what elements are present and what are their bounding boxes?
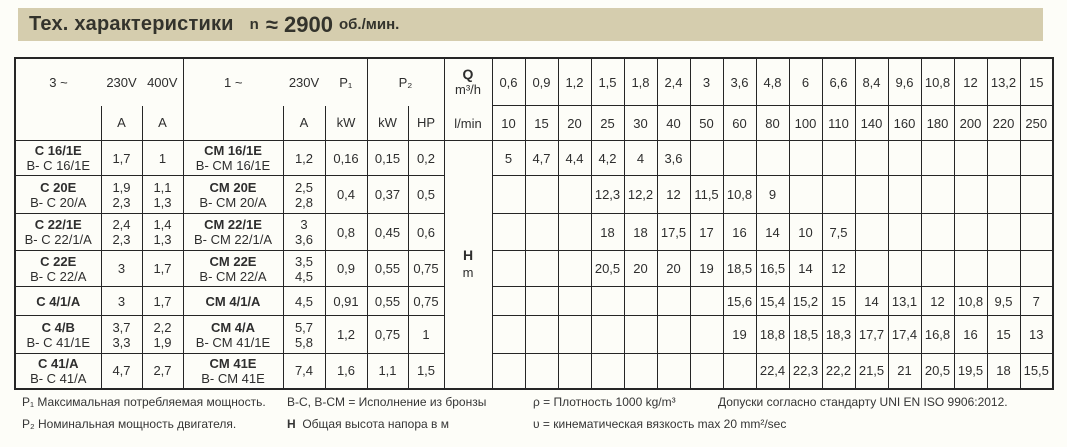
footnote-tolerance: Допуски согласно стандарту UNI EN ISO 9906:2012. <box>718 395 1008 409</box>
head-value: 12,3 <box>591 176 624 214</box>
footnote-head <box>287 413 486 435</box>
model-1ph: CM 22/1E B- CM 22/1/A <box>183 214 283 251</box>
head-value: 22,2 <box>822 354 855 389</box>
footnote-col-standard <box>718 391 1008 413</box>
head-value: 19 <box>690 251 723 287</box>
head-value: 21 <box>888 354 921 389</box>
head-value: 18,5 <box>789 316 822 354</box>
model-3ph: C 4/1/A <box>15 287 101 316</box>
head-value <box>888 251 921 287</box>
table-row <box>15 316 1053 354</box>
head-value <box>657 354 690 389</box>
model-3ph: C 22E B- C 22/A <box>15 251 101 287</box>
head-value: 9 <box>756 176 789 214</box>
header-p1-kw-unit: kW <box>325 106 367 141</box>
table-row <box>15 287 1053 316</box>
model-3ph: C 22/1E B- C 22/1/A <box>15 214 101 251</box>
head-value: 10,8 <box>723 176 756 214</box>
head-value <box>1020 251 1053 287</box>
head-value: 15 <box>987 316 1020 354</box>
head-value <box>987 214 1020 251</box>
head-value <box>657 316 690 354</box>
head-value: 15,2 <box>789 287 822 316</box>
head-value <box>525 214 558 251</box>
table-row <box>15 214 1053 251</box>
amp-230v-1ph: 4,5 <box>283 287 325 316</box>
header-flow-m3h: 1,2 <box>558 58 591 106</box>
p2-hp: 0,5 <box>408 176 444 214</box>
head-value: 18 <box>987 354 1020 389</box>
head-value: 20 <box>624 251 657 287</box>
footnote-p1: P₁ Максимальная потребляемая мощность. <box>22 395 266 409</box>
amp-230v-1ph: 2,5 2,8 <box>283 176 325 214</box>
header-flow-lmin: 60 <box>723 106 756 141</box>
head-value <box>855 176 888 214</box>
header-spacer-1ph <box>183 106 283 141</box>
header-p1: P₁ <box>325 58 367 106</box>
q-m3h-label: Q m³/h <box>455 65 481 97</box>
head-value <box>558 316 591 354</box>
header-flow-m3h: 9,6 <box>888 58 921 106</box>
footnote-bronze: B-C, B-CM = Исполнение из бронзы <box>287 395 487 409</box>
amp-230v-3ph: 3 <box>101 287 142 316</box>
amp-400v: 1 <box>142 141 183 176</box>
amp-230v-3ph: 1,7 <box>101 141 142 176</box>
head-value <box>921 176 954 214</box>
head-value <box>591 354 624 389</box>
p2-kw: 0,15 <box>367 141 408 176</box>
header-flow-m3h: 0,6 <box>492 58 525 106</box>
p2-hp: 0,75 <box>408 287 444 316</box>
head-meters-label: H m <box>444 141 492 389</box>
head-value: 4,2 <box>591 141 624 176</box>
header-flow-m3h: 4,8 <box>756 58 789 106</box>
head-value <box>987 176 1020 214</box>
head-value <box>921 214 954 251</box>
head-value <box>987 251 1020 287</box>
q-lmin-label: l/min <box>454 115 482 131</box>
footnote-p2: P₂ Номинальная мощность двигателя. <box>22 417 237 431</box>
head-value: 22,3 <box>789 354 822 389</box>
head-value: 16,5 <box>756 251 789 287</box>
head-value <box>492 176 525 214</box>
header-flow-lmin: 25 <box>591 106 624 141</box>
head-value: 4 <box>624 141 657 176</box>
page-title: Тех. характеристики <box>29 13 234 35</box>
header-flow-m3h: 3,6 <box>723 58 756 106</box>
p1-kw: 0,4 <box>325 176 367 214</box>
header-flow-m3h: 6,6 <box>822 58 855 106</box>
header-flow-m3h: 13,2 <box>987 58 1020 106</box>
head-value: 12,2 <box>624 176 657 214</box>
amp-230v-3ph: 3 <box>101 251 142 287</box>
head-value: 20 <box>657 251 690 287</box>
amp-400v: 1,1 1,3 <box>142 176 183 214</box>
head-value: 16 <box>723 214 756 251</box>
head-value <box>558 176 591 214</box>
model-1ph: CM 41E B- CM 41E <box>183 354 283 389</box>
head-value <box>954 176 987 214</box>
amp-230v-1ph: 7,4 <box>283 354 325 389</box>
header-flow-lmin: 15 <box>525 106 558 141</box>
head-value: 10 <box>789 214 822 251</box>
head-value: 4,4 <box>558 141 591 176</box>
header-flow-lmin: 160 <box>888 106 921 141</box>
model-1ph: CM 4/A B- CM 41/1E <box>183 316 283 354</box>
p2-kw: 0,75 <box>367 316 408 354</box>
header-amp-230v-1ph: A <box>283 106 325 141</box>
footnote-density: ρ = Плотность 1000 kg/m³ <box>533 395 676 409</box>
p2-hp: 0,6 <box>408 214 444 251</box>
amp-230v-3ph: 1,9 2,3 <box>101 176 142 214</box>
head-value <box>756 141 789 176</box>
header-single-phase: 1 ~ <box>224 74 243 90</box>
head-value <box>822 176 855 214</box>
header-flow-m3h: 1,5 <box>591 58 624 106</box>
amp-230v-1ph: 3,5 4,5 <box>283 251 325 287</box>
head-value: 15 <box>822 287 855 316</box>
head-value: 18,5 <box>723 251 756 287</box>
title-n-label: n <box>249 16 259 33</box>
head-value: 18,3 <box>822 316 855 354</box>
head-value: 18 <box>591 214 624 251</box>
header-flow-m3h: 3 <box>690 58 723 106</box>
amp-400v: 1,7 <box>142 251 183 287</box>
header-flow-lmin: 180 <box>921 106 954 141</box>
head-value <box>954 141 987 176</box>
head-value: 15,5 <box>1020 354 1053 389</box>
head-value <box>921 251 954 287</box>
head-value: 10,8 <box>954 287 987 316</box>
header-flow-lmin: 20 <box>558 106 591 141</box>
amp-230v-1ph: 5,7 5,8 <box>283 316 325 354</box>
header-flow-lmin: 250 <box>1020 106 1053 141</box>
head-value <box>954 251 987 287</box>
model-1ph: CM 4/1/A <box>183 287 283 316</box>
p2-kw: 0,45 <box>367 214 408 251</box>
model-1ph: CM 22E B- CM 22/A <box>183 251 283 287</box>
amp-400v: 1,7 <box>142 287 183 316</box>
footnote-head-label: H <box>287 417 296 431</box>
p1-kw: 0,8 <box>325 214 367 251</box>
head-value <box>888 176 921 214</box>
head-value <box>657 287 690 316</box>
head-value: 5 <box>492 141 525 176</box>
amp-400v: 2,7 <box>142 354 183 389</box>
p1-kw: 1,2 <box>325 316 367 354</box>
head-value <box>525 354 558 389</box>
header-p2: P₂ <box>367 58 444 106</box>
amp-230v-3ph: 2,4 2,3 <box>101 214 142 251</box>
head-value: 18,8 <box>756 316 789 354</box>
head-value <box>690 316 723 354</box>
head-value: 19,5 <box>954 354 987 389</box>
header-230v-3ph: 230V <box>106 74 137 90</box>
head-value <box>525 251 558 287</box>
model-1ph: CM 16/1E B- CM 16/1E <box>183 141 283 176</box>
header-flow-lmin: 100 <box>789 106 822 141</box>
head-value: 21,5 <box>855 354 888 389</box>
head-value: 7 <box>1020 287 1053 316</box>
head-value: 14 <box>756 214 789 251</box>
header-flow-lmin: 220 <box>987 106 1020 141</box>
p2-kw: 0,55 <box>367 287 408 316</box>
amp-230v-3ph: 3,7 3,3 <box>101 316 142 354</box>
header-flow-lmin: 30 <box>624 106 657 141</box>
head-value <box>888 141 921 176</box>
title-rpm-unit: об./мин. <box>338 16 400 33</box>
head-value: 13,1 <box>888 287 921 316</box>
head-value <box>624 287 657 316</box>
model-3ph: C 4/B B- C 41/1E <box>15 316 101 354</box>
head-value: 15,4 <box>756 287 789 316</box>
head-value <box>492 251 525 287</box>
amp-230v-3ph: 4,7 <box>101 354 142 389</box>
title-rpm-value: ≈ 2900 <box>265 11 333 37</box>
head-value: 14 <box>789 251 822 287</box>
p2-hp: 1,5 <box>408 354 444 389</box>
header-flow-m3h: 12 <box>954 58 987 106</box>
head-value: 16 <box>954 316 987 354</box>
page-title-bar <box>18 8 1043 41</box>
head-value <box>558 287 591 316</box>
head-value: 17,7 <box>855 316 888 354</box>
model-3ph: C 20E B- C 20/A <box>15 176 101 214</box>
footnote-head-text: Общая высота напора в м <box>302 417 449 431</box>
head-value: 16,8 <box>921 316 954 354</box>
head-value <box>624 316 657 354</box>
p2-kw: 1,1 <box>367 354 408 389</box>
head-value <box>723 354 756 389</box>
head-value <box>525 316 558 354</box>
head-value: 17,5 <box>657 214 690 251</box>
p2-kw: 0,55 <box>367 251 408 287</box>
header-flow-m3h: 1,8 <box>624 58 657 106</box>
header-flow-m3h: 2,4 <box>657 58 690 106</box>
head-value <box>690 287 723 316</box>
head-value <box>987 141 1020 176</box>
header-q-column <box>444 58 492 141</box>
header-flow-m3h: 15 <box>1020 58 1053 106</box>
model-3ph: C 16/1E B- C 16/1E <box>15 141 101 176</box>
head-value <box>1020 141 1053 176</box>
p1-kw: 0,91 <box>325 287 367 316</box>
head-value: 3,6 <box>657 141 690 176</box>
header-p2-hp-unit: HP <box>408 106 444 141</box>
head-value <box>723 141 756 176</box>
header-flow-lmin: 110 <box>822 106 855 141</box>
amp-400v: 2,2 1,9 <box>142 316 183 354</box>
head-value <box>690 141 723 176</box>
header-amp-400v: A <box>142 106 183 141</box>
header-flow-m3h: 10,8 <box>921 58 954 106</box>
p2-hp: 0,2 <box>408 141 444 176</box>
head-value <box>492 316 525 354</box>
head-value <box>558 251 591 287</box>
head-value: 15,6 <box>723 287 756 316</box>
head-value <box>789 141 822 176</box>
header-flow-lmin: 40 <box>657 106 690 141</box>
header-400v: 400V <box>142 58 183 106</box>
header-flow-m3h: 6 <box>789 58 822 106</box>
head-value: 12 <box>921 287 954 316</box>
head-value <box>558 354 591 389</box>
model-1ph: CM 20E B- CM 20/A <box>183 176 283 214</box>
head-value <box>954 214 987 251</box>
head-value: 20,5 <box>591 251 624 287</box>
amp-230v-1ph: 1,2 <box>283 141 325 176</box>
footnote-viscosity: υ = кинематическая вязкость max 20 mm²/sec <box>533 417 787 431</box>
head-value <box>1020 214 1053 251</box>
head-value <box>888 214 921 251</box>
head-value: 12 <box>822 251 855 287</box>
head-value <box>492 214 525 251</box>
table-row <box>15 176 1053 214</box>
head-value: 14 <box>855 287 888 316</box>
header-amp-230v-3ph: A <box>101 106 142 141</box>
head-value: 19 <box>723 316 756 354</box>
head-value: 4,7 <box>525 141 558 176</box>
p1-kw: 0,16 <box>325 141 367 176</box>
head-value <box>855 214 888 251</box>
header-flow-lmin: 80 <box>756 106 789 141</box>
head-value <box>558 214 591 251</box>
head-value <box>690 354 723 389</box>
table-row <box>15 354 1053 389</box>
header-flow-lmin: 10 <box>492 106 525 141</box>
head-value <box>789 176 822 214</box>
header-p2-kw-unit: kW <box>367 106 408 141</box>
tech-specs-table <box>14 57 1054 390</box>
header-spacer-3ph <box>15 106 101 141</box>
header-three-phase: 3 ~ <box>49 74 68 90</box>
head-value <box>492 287 525 316</box>
head-value <box>591 316 624 354</box>
p2-hp: 0,75 <box>408 251 444 287</box>
amp-230v-1ph: 3 3,6 <box>283 214 325 251</box>
head-value: 18 <box>624 214 657 251</box>
p1-kw: 0,9 <box>325 251 367 287</box>
footnote-col-legend <box>287 391 486 435</box>
head-value <box>525 287 558 316</box>
p2-kw: 0,37 <box>367 176 408 214</box>
head-value <box>921 141 954 176</box>
header-flow-m3h: 8,4 <box>855 58 888 106</box>
head-value: 17,4 <box>888 316 921 354</box>
head-value: 9,5 <box>987 287 1020 316</box>
head-value: 7,5 <box>822 214 855 251</box>
table-row <box>15 141 1053 176</box>
head-value <box>624 354 657 389</box>
head-value <box>855 141 888 176</box>
header-flow-lmin: 140 <box>855 106 888 141</box>
head-value <box>822 141 855 176</box>
header-flow-lmin: 50 <box>690 106 723 141</box>
footnote-col-power <box>22 391 266 435</box>
head-value: 17 <box>690 214 723 251</box>
head-value: 22,4 <box>756 354 789 389</box>
head-value: 12 <box>657 176 690 214</box>
head-value: 11,5 <box>690 176 723 214</box>
header-230v-1ph: 230V <box>288 74 320 90</box>
head-value: 20,5 <box>921 354 954 389</box>
head-value <box>492 354 525 389</box>
head-value <box>525 176 558 214</box>
head-value <box>855 251 888 287</box>
head-value: 13 <box>1020 316 1053 354</box>
amp-400v: 1,4 1,3 <box>142 214 183 251</box>
header-flow-m3h: 0,9 <box>525 58 558 106</box>
head-value <box>1020 176 1053 214</box>
table-row <box>15 251 1053 287</box>
p1-kw: 1,6 <box>325 354 367 389</box>
head-value <box>591 287 624 316</box>
header-flow-lmin: 200 <box>954 106 987 141</box>
p2-hp: 1 <box>408 316 444 354</box>
model-3ph: C 41/A B- C 41/A <box>15 354 101 389</box>
